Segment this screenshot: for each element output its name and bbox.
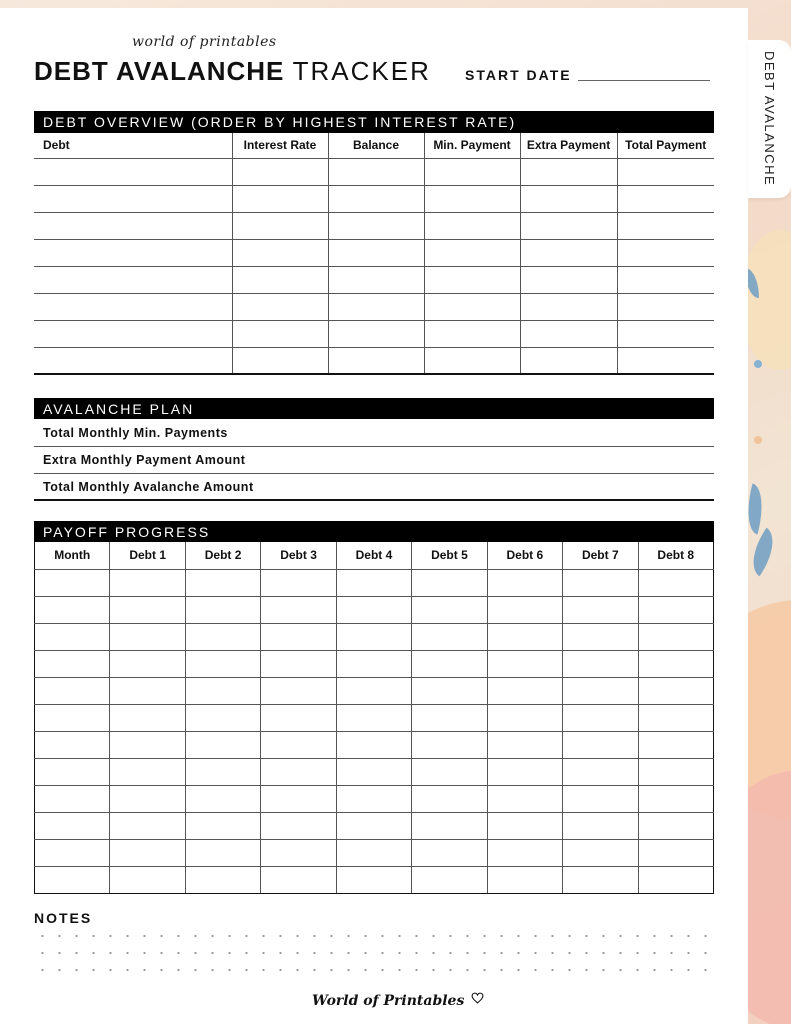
payoff-table-cell[interactable]	[110, 812, 185, 839]
payoff-table-cell[interactable]	[336, 785, 411, 812]
overview-table	[34, 133, 714, 375]
payoff-table-cell[interactable]	[110, 758, 185, 785]
payoff-table-row	[35, 569, 714, 596]
payoff-table-cell[interactable]	[110, 731, 185, 758]
footer-brand-text: World of Printables	[312, 993, 465, 1009]
payoff-table-cell[interactable]	[35, 839, 110, 866]
start-date-label: START DATE	[465, 67, 572, 83]
payoff-table-cell[interactable]	[261, 758, 336, 785]
payoff-table-cell[interactable]	[487, 839, 562, 866]
payoff-table-cell[interactable]	[412, 731, 487, 758]
payoff-table-cell[interactable]	[487, 677, 562, 704]
payoff-column-header: Debt 7	[563, 542, 638, 569]
overview-table-cell[interactable]	[520, 158, 617, 185]
overview-table-cell[interactable]	[520, 293, 617, 320]
start-date-field[interactable]	[578, 80, 710, 81]
payoff-table-cell[interactable]	[110, 650, 185, 677]
overview-table-row	[34, 347, 714, 374]
notes-dotted-line	[34, 951, 714, 955]
payoff-table-cell[interactable]	[185, 866, 260, 893]
payoff-table-cell[interactable]	[261, 839, 336, 866]
payoff-table-cell[interactable]	[35, 569, 110, 596]
overview-table-row	[34, 293, 714, 320]
payoff-table-cell[interactable]	[110, 623, 185, 650]
payoff-column-header: Debt 1	[110, 542, 185, 569]
payoff-table-cell[interactable]	[412, 569, 487, 596]
payoff-table-cell[interactable]	[563, 623, 638, 650]
plan-row[interactable]: Total Monthly Min. Payments	[34, 420, 714, 447]
payoff-table-cell[interactable]	[336, 623, 411, 650]
overview-table-cell[interactable]	[232, 347, 328, 374]
overview-table-cell[interactable]	[34, 239, 232, 266]
payoff-table-cell[interactable]	[638, 677, 714, 704]
payoff-table-cell[interactable]	[261, 677, 336, 704]
plan-row[interactable]: Total Monthly Avalanche Amount	[34, 474, 714, 501]
payoff-table-cell[interactable]	[336, 650, 411, 677]
payoff-table-cell[interactable]	[35, 785, 110, 812]
brand-script-logo: world of printables	[132, 34, 277, 50]
payoff-table-cell[interactable]	[261, 785, 336, 812]
payoff-table-cell[interactable]	[336, 704, 411, 731]
overview-table-cell[interactable]	[34, 293, 232, 320]
title-bold: DEBT AVALANCHE	[34, 56, 285, 86]
payoff-table-cell[interactable]	[563, 812, 638, 839]
overview-table-cell[interactable]	[34, 347, 232, 374]
overview-section-title: DEBT OVERVIEW (ORDER BY HIGHEST INTEREST RATE)	[34, 111, 714, 133]
overview-table-cell[interactable]	[617, 212, 714, 239]
heart-outline-icon	[471, 992, 484, 1004]
payoff-table-cell[interactable]	[563, 866, 638, 893]
payoff-table-cell[interactable]	[487, 758, 562, 785]
overview-table-cell[interactable]	[232, 239, 328, 266]
payoff-table-cell[interactable]	[261, 650, 336, 677]
overview-column-header: Extra Payment	[520, 133, 617, 158]
payoff-table-cell[interactable]	[638, 623, 714, 650]
payoff-table-cell[interactable]	[638, 812, 714, 839]
payoff-table-cell[interactable]	[261, 596, 336, 623]
payoff-table-cell[interactable]	[487, 596, 562, 623]
payoff-table-cell[interactable]	[336, 569, 411, 596]
payoff-table-cell[interactable]	[487, 866, 562, 893]
notes-dotted-line	[34, 968, 714, 972]
payoff-table-cell[interactable]	[487, 785, 562, 812]
overview-table-cell[interactable]	[424, 266, 520, 293]
payoff-table-cell[interactable]	[638, 731, 714, 758]
overview-table-cell[interactable]	[232, 293, 328, 320]
payoff-column-header: Debt 3	[261, 542, 336, 569]
overview-table-cell[interactable]	[232, 158, 328, 185]
overview-table-cell[interactable]	[328, 212, 424, 239]
overview-table-cell[interactable]	[424, 239, 520, 266]
plan-row[interactable]: Extra Monthly Payment Amount	[34, 447, 714, 474]
overview-table-row	[34, 266, 714, 293]
payoff-table-row	[35, 677, 714, 704]
overview-table-cell[interactable]	[328, 239, 424, 266]
payoff-column-header: Debt 6	[487, 542, 562, 569]
overview-table-cell[interactable]	[424, 320, 520, 347]
overview-table-row	[34, 239, 714, 266]
footer-brand	[312, 992, 484, 1009]
overview-table-cell[interactable]	[617, 239, 714, 266]
payoff-table-cell[interactable]	[563, 785, 638, 812]
overview-table-cell[interactable]	[520, 239, 617, 266]
payoff-table-row	[35, 596, 714, 623]
payoff-table-cell[interactable]	[336, 866, 411, 893]
side-tab[interactable]	[748, 40, 791, 198]
overview-table-cell[interactable]	[424, 158, 520, 185]
payoff-table-cell[interactable]	[638, 758, 714, 785]
payoff-table-cell[interactable]	[412, 704, 487, 731]
overview-table-row	[34, 158, 714, 185]
payoff-column-header: Debt 2	[185, 542, 260, 569]
overview-table-cell[interactable]	[424, 347, 520, 374]
payoff-table-cell[interactable]	[638, 839, 714, 866]
overview-table-cell[interactable]	[34, 158, 232, 185]
payoff-table-cell[interactable]	[185, 704, 260, 731]
payoff-table-cell[interactable]	[261, 704, 336, 731]
payoff-section-title: PAYOFF PROGRESS	[34, 521, 714, 542]
payoff-table-cell[interactable]	[487, 731, 562, 758]
dot-decoration	[754, 436, 762, 444]
payoff-table-cell[interactable]	[185, 596, 260, 623]
payoff-table-cell[interactable]	[185, 839, 260, 866]
overview-table-row	[34, 320, 714, 347]
overview-table-cell[interactable]	[34, 266, 232, 293]
overview-table-cell[interactable]	[617, 266, 714, 293]
payoff-table-cell[interactable]	[563, 677, 638, 704]
payoff-table-cell[interactable]	[35, 596, 110, 623]
side-tab-label: DEBT AVALANCHE	[762, 51, 777, 187]
overview-table-cell[interactable]	[328, 185, 424, 212]
payoff-table-cell[interactable]	[336, 839, 411, 866]
overview-table-cell[interactable]	[328, 320, 424, 347]
overview-column-header: Total Payment	[617, 133, 714, 158]
payoff-table-cell[interactable]	[35, 731, 110, 758]
payoff-table-cell[interactable]	[110, 596, 185, 623]
payoff-table-cell[interactable]	[185, 812, 260, 839]
payoff-table-cell[interactable]	[412, 623, 487, 650]
payoff-table-cell[interactable]	[261, 731, 336, 758]
payoff-table-cell[interactable]	[185, 623, 260, 650]
payoff-table-cell[interactable]	[261, 866, 336, 893]
plan-section-title: AVALANCHE PLAN	[34, 398, 714, 419]
overview-table-cell[interactable]	[328, 266, 424, 293]
payoff-table-row	[35, 866, 714, 893]
payoff-table-row	[35, 758, 714, 785]
payoff-table-cell[interactable]	[336, 596, 411, 623]
overview-table-cell[interactable]	[328, 293, 424, 320]
payoff-table-cell[interactable]	[110, 677, 185, 704]
dot-decoration	[754, 360, 762, 368]
overview-table-cell[interactable]	[520, 266, 617, 293]
overview-column-header: Balance	[328, 133, 424, 158]
payoff-table-cell[interactable]	[35, 866, 110, 893]
payoff-table-cell[interactable]	[412, 677, 487, 704]
overview-table-cell[interactable]	[232, 320, 328, 347]
payoff-table-row	[35, 731, 714, 758]
payoff-table-cell[interactable]	[638, 569, 714, 596]
payoff-table-cell[interactable]	[563, 596, 638, 623]
payoff-table-cell[interactable]	[412, 758, 487, 785]
payoff-table-row	[35, 785, 714, 812]
payoff-table-cell[interactable]	[563, 650, 638, 677]
overview-table-cell[interactable]	[424, 212, 520, 239]
payoff-table-cell[interactable]	[35, 677, 110, 704]
payoff-table-cell[interactable]	[185, 785, 260, 812]
payoff-table-cell[interactable]	[110, 704, 185, 731]
overview-column-header: Debt	[34, 133, 232, 158]
payoff-table-cell[interactable]	[185, 650, 260, 677]
overview-table-cell[interactable]	[328, 158, 424, 185]
payoff-table-cell[interactable]	[336, 758, 411, 785]
overview-table-cell[interactable]	[520, 320, 617, 347]
payoff-table-cell[interactable]	[487, 569, 562, 596]
payoff-table-cell[interactable]	[487, 704, 562, 731]
overview-table-cell[interactable]	[424, 293, 520, 320]
payoff-table-cell[interactable]	[638, 596, 714, 623]
payoff-table-cell[interactable]	[261, 569, 336, 596]
payoff-table-cell[interactable]	[35, 623, 110, 650]
payoff-table-cell[interactable]	[412, 785, 487, 812]
payoff-table-cell[interactable]	[336, 812, 411, 839]
payoff-table-cell[interactable]	[35, 704, 110, 731]
payoff-table-cell[interactable]	[35, 812, 110, 839]
payoff-table-cell[interactable]	[412, 866, 487, 893]
payoff-column-header: Debt 5	[412, 542, 487, 569]
overview-table-row	[34, 185, 714, 212]
payoff-column-header: Debt 8	[638, 542, 714, 569]
payoff-table-cell[interactable]	[110, 866, 185, 893]
title-light: TRACKER	[292, 56, 431, 86]
payoff-table-cell[interactable]	[185, 677, 260, 704]
payoff-table-cell[interactable]	[563, 839, 638, 866]
overview-table-cell[interactable]	[617, 320, 714, 347]
payoff-table	[34, 542, 714, 894]
payoff-table-cell[interactable]	[412, 812, 487, 839]
payoff-table-cell[interactable]	[336, 731, 411, 758]
payoff-table-cell[interactable]	[638, 785, 714, 812]
payoff-table-cell[interactable]	[336, 677, 411, 704]
overview-table-cell[interactable]	[424, 185, 520, 212]
overview-table-cell[interactable]	[34, 320, 232, 347]
overview-table-cell[interactable]	[520, 185, 617, 212]
payoff-table-cell[interactable]	[185, 731, 260, 758]
overview-table-cell[interactable]	[232, 185, 328, 212]
payoff-table-row	[35, 839, 714, 866]
overview-table-cell[interactable]	[617, 185, 714, 212]
overview-table-cell[interactable]	[520, 347, 617, 374]
payoff-table-cell[interactable]	[35, 758, 110, 785]
payoff-table-cell[interactable]	[638, 704, 714, 731]
overview-table-cell[interactable]	[617, 347, 714, 374]
payoff-table-cell[interactable]	[487, 623, 562, 650]
payoff-table-cell[interactable]	[110, 569, 185, 596]
payoff-table-row	[35, 650, 714, 677]
overview-table-cell[interactable]	[617, 158, 714, 185]
overview-table-cell[interactable]	[617, 293, 714, 320]
payoff-column-header: Month	[35, 542, 110, 569]
overview-table-cell[interactable]	[34, 185, 232, 212]
overview-column-header: Min. Payment	[424, 133, 520, 158]
payoff-table-cell[interactable]	[412, 596, 487, 623]
payoff-table-cell[interactable]	[563, 758, 638, 785]
payoff-table-cell[interactable]	[487, 812, 562, 839]
payoff-table-cell[interactable]	[110, 785, 185, 812]
overview-table-row	[34, 212, 714, 239]
payoff-table-cell[interactable]	[563, 731, 638, 758]
payoff-table-row	[35, 704, 714, 731]
payoff-table-cell[interactable]	[110, 839, 185, 866]
payoff-table-cell[interactable]	[35, 650, 110, 677]
overview-table-cell[interactable]	[232, 266, 328, 293]
payoff-table-cell[interactable]	[638, 650, 714, 677]
notes-label: NOTES	[34, 910, 93, 926]
payoff-table-cell[interactable]	[261, 812, 336, 839]
payoff-table-row	[35, 812, 714, 839]
payoff-table-cell[interactable]	[563, 704, 638, 731]
payoff-table-cell[interactable]	[185, 569, 260, 596]
payoff-table-cell[interactable]	[563, 569, 638, 596]
payoff-table-cell[interactable]	[185, 758, 260, 785]
overview-table-cell[interactable]	[520, 212, 617, 239]
payoff-table-cell[interactable]	[487, 650, 562, 677]
payoff-table-cell[interactable]	[412, 650, 487, 677]
payoff-column-header: Debt 4	[336, 542, 411, 569]
payoff-table-cell[interactable]	[412, 839, 487, 866]
overview-table-cell[interactable]	[232, 212, 328, 239]
overview-table-cell[interactable]	[34, 212, 232, 239]
payoff-table-cell[interactable]	[638, 866, 714, 893]
payoff-table-row	[35, 623, 714, 650]
page-title	[34, 56, 431, 87]
overview-table-cell[interactable]	[328, 347, 424, 374]
overview-column-header: Interest Rate	[232, 133, 328, 158]
payoff-table-cell[interactable]	[261, 623, 336, 650]
notes-dotted-line	[34, 934, 714, 938]
